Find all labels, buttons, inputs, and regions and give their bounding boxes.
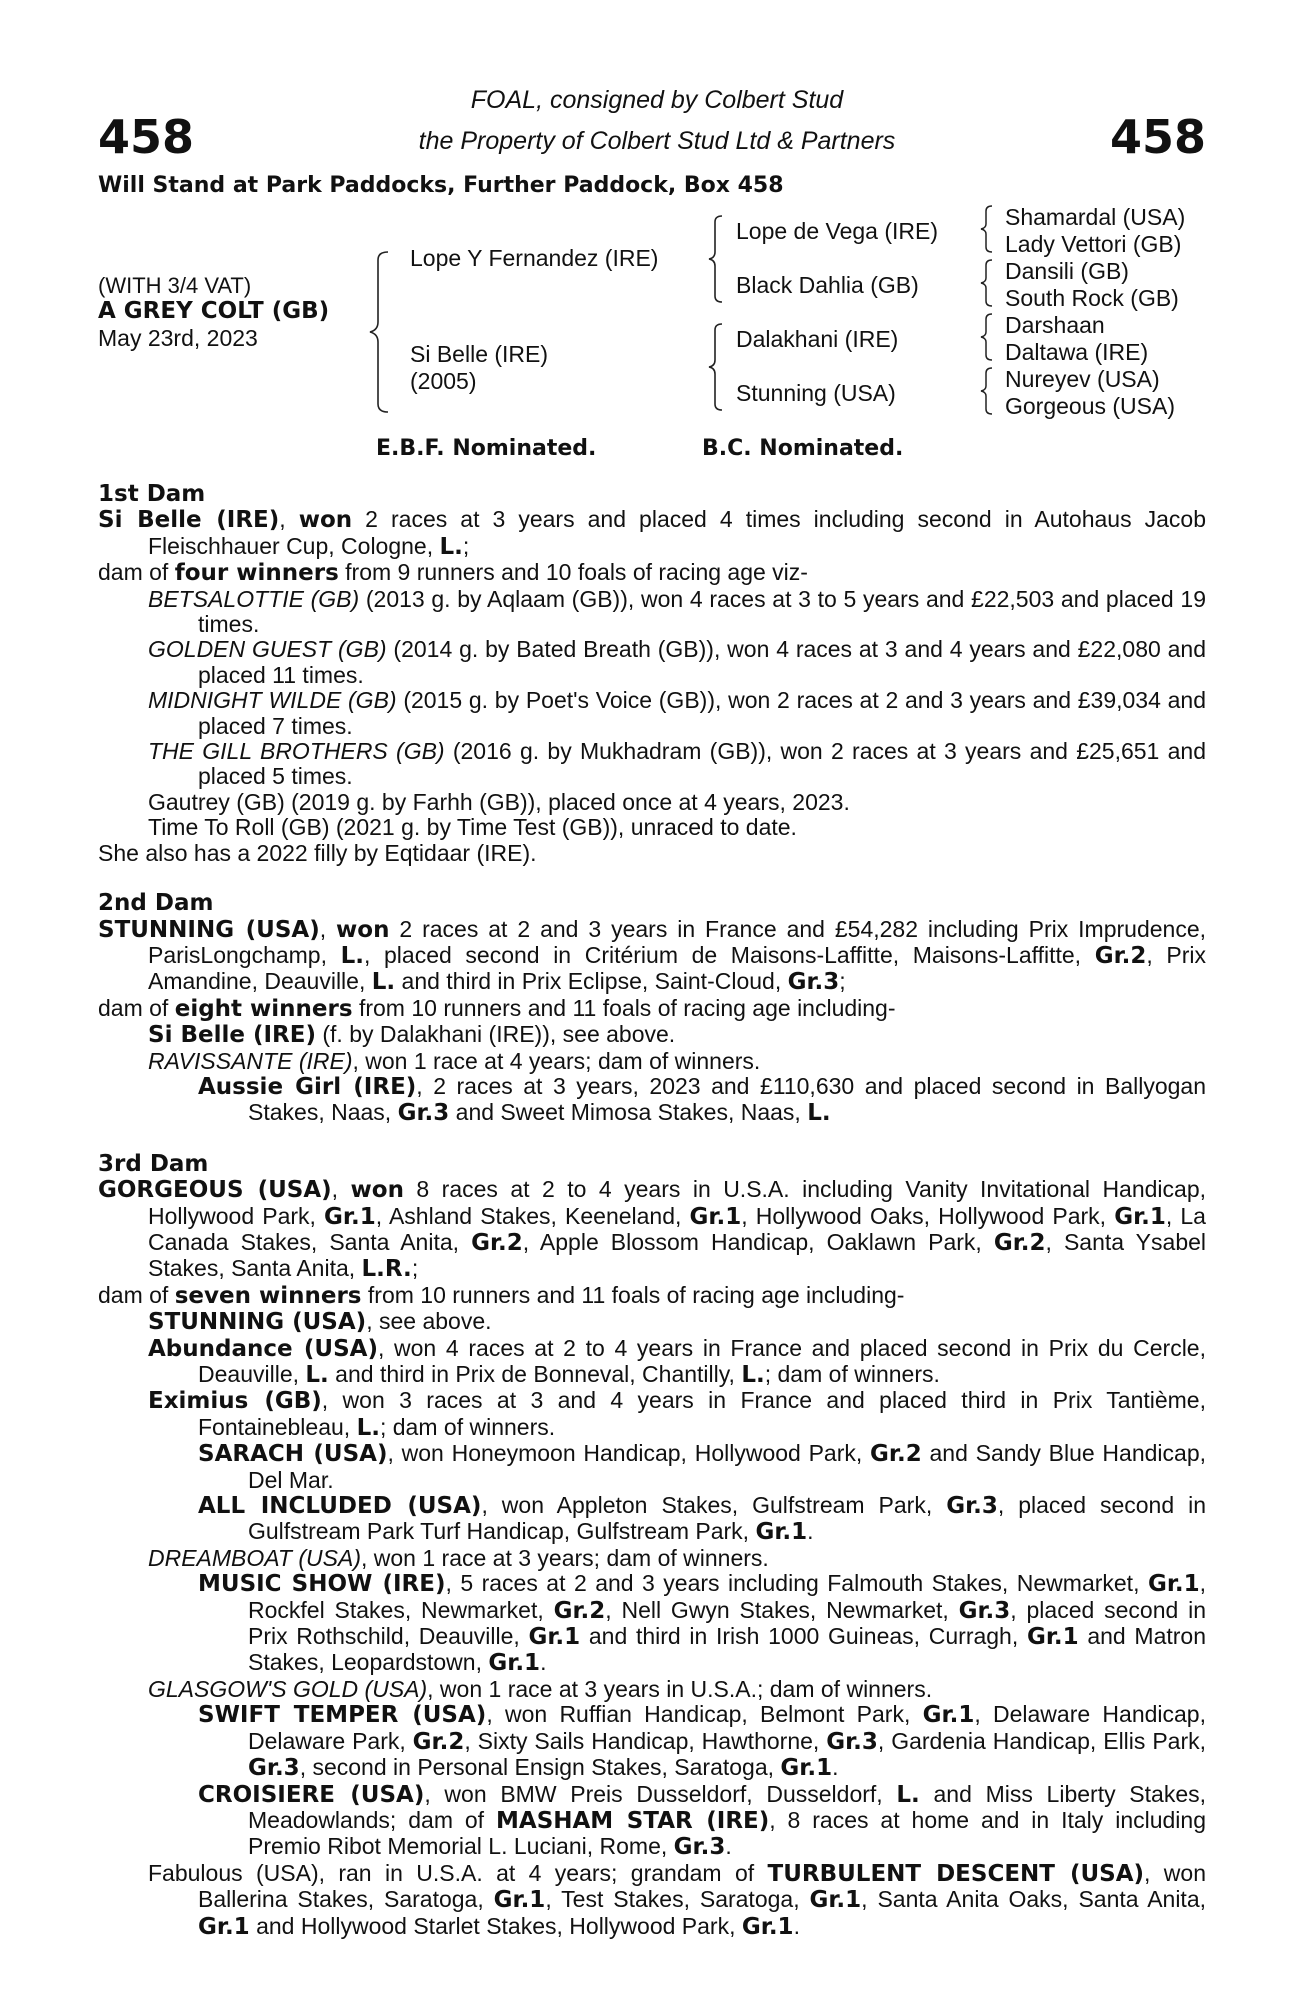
second-dam-heading: 2nd Dam [98, 890, 214, 917]
lot-number-left: 458 [98, 110, 195, 164]
dam-year: (2005) [410, 368, 477, 394]
horse-description: A GREY COLT (GB) [98, 298, 330, 324]
pedigree-bracket-g3-3 [978, 312, 996, 362]
produce-entry: CROISIERE (USA), won BMW Preis Dusseldorf, Dusseldorf, L. and Miss Liberty Stakes, Meadowlands; dam of MASHAM STAR (IRE), 8 races at home and in Italy including Premio Ribot Memorial L. Luciani, Rome, Gr.3. [198, 1780, 1206, 1861]
produce-entry: SWIFT TEMPER (USA), won Ruffian Handicap, Belmont Park, Gr.1, Delaware Handicap, Delaware Park, Gr.2, Sixty Sails Handicap, Hawthorne, Gr.3, Gardenia Handicap, Ellis Park, Gr.3, second in Personal Ensign Stakes, Saratoga, Gr.1. [198, 1701, 1206, 1782]
foal-entry: GOLDEN GUEST (GB) (2014 g. by Bated Breath (GB)), won 4 races at 3 and 4 years and £22,080 and placed 11 times. [148, 636, 1206, 688]
produce-entry: Si Belle (IRE) (f. by Dalakhani (IRE)), see above. [148, 1021, 676, 1049]
g3-south-rock: South Rock (GB) [1005, 285, 1179, 311]
g3-lady-vettori: Lady Vettori (GB) [1005, 231, 1182, 257]
sire-dam: Black Dahlia (GB) [736, 272, 919, 298]
third-dam-heading: 3rd Dam [98, 1150, 209, 1177]
produce-entry: Aussie Girl (IRE), 2 races at 3 years, 2023 and £110,630 and placed second in Ballyogan Stakes, Naas, Gr.3 and Sweet Mimosa Stakes, Naas, L. [198, 1072, 1206, 1127]
sire-sire: Lope de Vega (IRE) [736, 218, 939, 244]
vat-note: (WITH 3/4 VAT) [98, 273, 252, 298]
property-line: the Property of Colbert Stud Ltd & Partners [418, 127, 896, 155]
pedigree-bracket-g3-4 [978, 366, 996, 416]
first-dam-heading: 1st Dam [98, 481, 206, 507]
consignor-line: FOAL, consigned by Colbert Stud [470, 86, 844, 114]
first-dam-produce-summary: dam of four winners from 9 runners and 10 foals of racing age viz- [98, 559, 808, 587]
foal-entry: MIDNIGHT WILDE (GB) (2015 g. by Poet's Voice (GB)), won 2 races at 2 and 3 years and £39,034 and placed 7 times. [148, 687, 1206, 739]
stand-location: Will Stand at Park Paddocks, Further Paddock, Box 458 [98, 173, 784, 198]
produce-entry: SARACH (USA), won Honeymoon Handicap, Hollywood Park, Gr.2 and Sandy Blue Handicap, Del Mar. [198, 1440, 1207, 1493]
produce-entry: Fabulous (USA), ran in U.S.A. at 4 years; grandam of TURBULENT DESCENT (USA), won Ballerina Stakes, Saratoga, Gr.1, Test Stakes, Saratoga, Gr.1, Santa Anita Oaks, Santa Anita, Gr.1 and Hollywood Starlet Stakes, Hollywood Park, Gr.1. [148, 1859, 1207, 1940]
bc-nominated: B.C. Nominated. [702, 436, 904, 461]
g3-darshaan: Darshaan [1005, 312, 1105, 338]
g3-dansili: Dansili (GB) [1005, 258, 1129, 284]
foaling-date: May 23rd, 2023 [98, 325, 258, 351]
foal-entry: Time To Roll (GB) (2021 g. by Time Test (GB)), unraced to date. [148, 814, 797, 841]
g3-gorgeous: Gorgeous (USA) [1005, 393, 1176, 419]
foal-entry: Gautrey (GB) (2019 g. by Farhh (GB)), placed once at 4 years, 2023. [148, 788, 850, 815]
sire: Lope Y Fernandez (IRE) [410, 245, 659, 271]
produce-entry: MUSIC SHOW (IRE), 5 races at 2 and 3 years including Falmouth Stakes, Newmarket, Gr.1, Rockfel Stakes, Newmarket, Gr.2, Nell Gwyn Stakes, Newmarket, Gr.3, placed second in Prix Rothschild, Deauville, Gr.1 and third in Irish 1000 Guineas, Curragh, Gr.1 and Matron Stakes, Leopardstown, Gr.1. [198, 1570, 1207, 1677]
pedigree-bracket-g3-2 [978, 258, 996, 308]
g3-nureyev: Nureyev (USA) [1005, 366, 1160, 392]
third-dam-entry: GORGEOUS (USA), won 8 races at 2 to 4 years in U.S.A. including Vanity Invitational Handicap, Hollywood Park, Gr.1, Ashland Stakes, Keeneland, Gr.1, Hollywood Oaks, Hollywood Park, Gr.1, La Canada Stakes, Santa Anita, Gr.2, Apple Blossom Handicap, Oaklawn Park, Gr.2, Santa Ysabel Stakes, Santa Anita, L.R.; [98, 1176, 1207, 1283]
produce-entry: Abundance (USA), won 4 races at 2 to 4 years in France and placed second in Prix du Cercle, Deauville, L. and third in Prix de Bonneval, Chantilly, L.; dam of winners. [148, 1334, 1206, 1388]
dam-dam: Stunning (USA) [736, 380, 896, 406]
produce-entry: DREAMBOAT (USA), won 1 race at 3 years; dam of winners. [148, 1544, 769, 1571]
pedigree-bracket-dam [706, 322, 726, 412]
g3-daltawa: Daltawa (IRE) [1005, 339, 1149, 365]
second-dam-produce-summary: dam of eight winners from 10 runners and 11 foals of racing age including- [98, 994, 896, 1022]
pedigree-bracket-main [366, 250, 392, 414]
ebf-nominated: E.B.F. Nominated. [376, 436, 597, 461]
third-dam-produce-summary: dam of seven winners from 10 runners and 11 foals of racing age including- [98, 1281, 905, 1309]
g3-shamardal: Shamardal (USA) [1005, 204, 1186, 230]
dam-sire: Dalakhani (IRE) [736, 326, 899, 352]
second-dam-entry: STUNNING (USA), won 2 races at 2 and 3 years in France and £54,282 including Prix Imprudence, ParisLongchamp, L., placed second in Critérium de Maisons-Laffitte, Maisons-Laffitte, Gr.2, Prix Amandine, Deauville, L. and third in Prix Eclipse, Saint-Cloud, Gr.3; [98, 915, 1206, 996]
produce-entry: RAVISSANTE (IRE), won 1 race at 4 years; dam of winners. [148, 1047, 761, 1074]
pedigree-bracket-sire [706, 214, 726, 304]
produce-entry: Eximius (GB), won 3 races at 3 and 4 years in France and placed third in Prix Tantième, Fontainebleau, L.; dam of winners. [148, 1387, 1206, 1441]
catalogue-body [98, 482, 1206, 1940]
produce-entry: STUNNING (USA), see above. [148, 1308, 492, 1336]
dam: Si Belle (IRE) [410, 341, 549, 367]
first-dam-entry: Si Belle (IRE), won 2 races at 3 years and placed 4 times including second in Autohaus Jacob Fleischhauer Cup, Cologne, L.; [98, 506, 1206, 560]
pedigree-bracket-g3-1 [978, 204, 996, 254]
foal-entry: BETSALOTTIE (GB) (2013 g. by Aqlaam (GB)), won 4 races at 3 to 5 years and £22,503 and placed 19 times. [148, 585, 1206, 638]
first-dam-name: Si Belle (IRE) [98, 507, 280, 534]
produce-entry: ALL INCLUDED (USA), won Appleton Stakes, Gulfstream Park, Gr.3, placed second in Gulfstream Park Turf Handicap, Gulfstream Park, Gr.1. [198, 1492, 1206, 1546]
foal-entry: THE GILL BROTHERS (GB) (2016 g. by Mukhadram (GB)), won 2 races at 3 years and £25,651 and placed 5 times. [148, 738, 1206, 790]
first-dam-also: She also has a 2022 filly by Eqtidaar (IRE). [98, 839, 537, 866]
lot-number-right: 458 [1109, 110, 1206, 164]
produce-entry: GLASGOW'S GOLD (USA), won 1 race at 3 years in U.S.A.; dam of winners. [148, 1675, 933, 1702]
